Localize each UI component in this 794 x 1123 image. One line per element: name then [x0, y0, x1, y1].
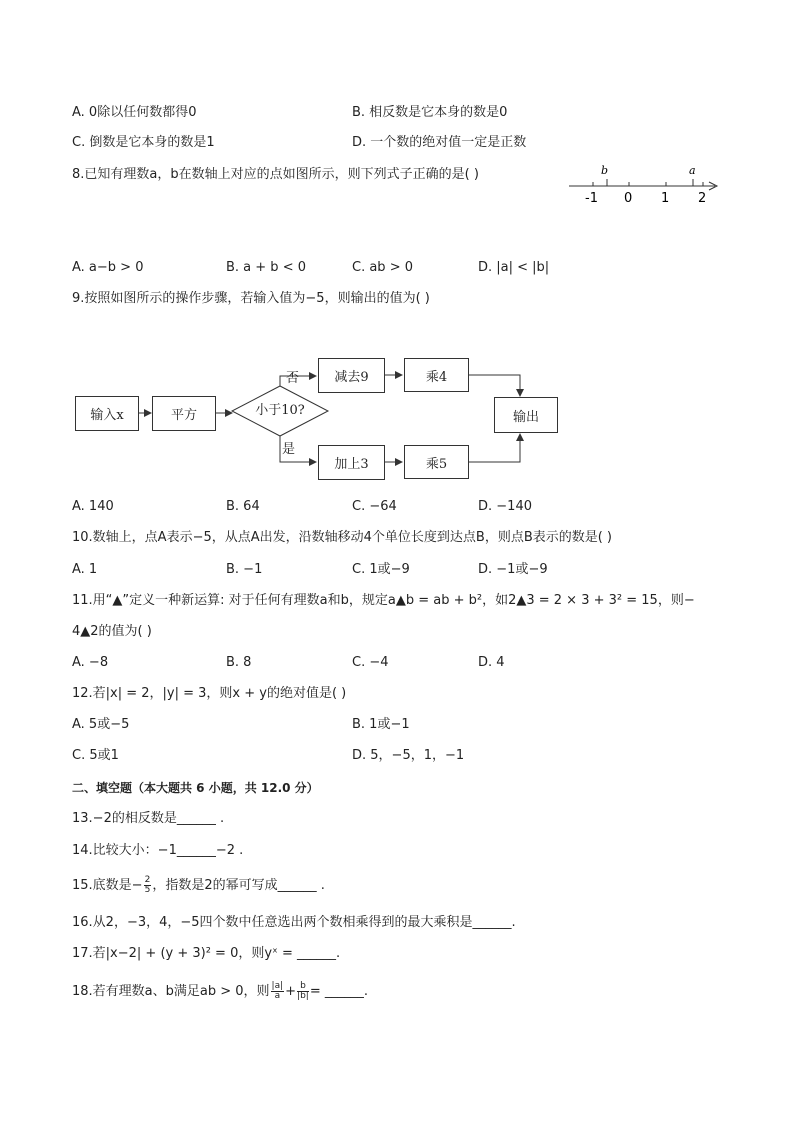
q10-option-c: C. 1或−9 [352, 562, 410, 577]
q9-stem: 9.按照如图所示的操作步骤，若输入值为−5，则输出的值为( ) [72, 291, 430, 306]
q14: 14.比较大小：−1______−2 . [72, 843, 244, 858]
q18-fraction-2 [297, 982, 309, 1001]
q11-option-d: D. 4 [478, 655, 505, 670]
flow-square-box: 平方 [152, 396, 216, 431]
q18-fraction-2-num: b [297, 982, 309, 992]
q9-option-b: B. 64 [226, 499, 260, 514]
flow-decision-label: 小于10? [255, 403, 305, 418]
q11-stem-line2: 4▲2的值为( ) [72, 624, 152, 639]
flow-multiply5-box: 乘5 [404, 445, 469, 479]
q11-stem-line1: 11.用“▲”定义一种新运算: 对于任何有理数a和b，规定a▲b = ab + b²，如2▲3 = 2 × 3 + 3² = 15，则− [72, 593, 695, 608]
q18-fraction-1-num: |a| [271, 981, 284, 991]
q11-option-c: C. −4 [352, 655, 389, 670]
number-line-label-a: a [689, 164, 696, 177]
q15-fraction [144, 876, 152, 895]
flow-output-box: 输出 [494, 397, 558, 433]
flow-no-label: 否 [286, 371, 300, 386]
q15-pre: 15.底数是− [72, 878, 143, 893]
q7-option-c: C. 倒数是它本身的数是1 [72, 135, 215, 150]
q18-plus: + [285, 984, 297, 999]
number-line-tick-1: 1 [661, 191, 670, 206]
q11-option-b: B. 8 [226, 655, 252, 670]
q15 [72, 876, 325, 895]
q9-flowchart-connectors [0, 0, 794, 520]
number-line-tick-2: 2 [698, 191, 707, 206]
q18-fraction-2-den: |b| [297, 991, 309, 1001]
q18-post: = ______. [309, 984, 368, 999]
q17: 17.若|x−2| + (y + 3)² = 0，则yˣ = ______. [72, 946, 341, 961]
flow-input-box: 输入x [75, 396, 139, 431]
q9-option-a: A. 140 [72, 499, 114, 514]
q15-post: ，指数是2的幂可写成______ . [152, 878, 325, 893]
number-line-tick-0: 0 [624, 191, 633, 206]
flow-multiply4-box: 乘4 [404, 358, 469, 392]
q15-fraction-den: 5 [144, 885, 151, 895]
q8-option-a: A. a−b > 0 [72, 260, 144, 275]
section-2-heading: 二、填空题（本大题共 6 小题，共 12.0 分） [72, 781, 319, 795]
q10-option-a: A. 1 [72, 562, 98, 577]
q18-fraction-1 [271, 982, 285, 1001]
q12-stem: 12.若|x| = 2，|y| = 3，则x + y的绝对值是( ) [72, 686, 347, 701]
q12-option-a: A. 5或−5 [72, 717, 130, 732]
q13: 13.−2的相反数是______ . [72, 811, 225, 826]
q18-fraction-1-den: a [274, 991, 281, 1001]
q16: 16.从2，−3，4，−5四个数中任意选出两个数相乘得到的最大乘积是______. [72, 915, 516, 930]
number-line-label-b: b [601, 164, 609, 177]
flow-subtract9-box: 减去9 [318, 358, 385, 393]
q12-option-d: D. 5，−5，1，−1 [352, 748, 465, 763]
q8-option-d: D. |a| < |b| [478, 260, 550, 275]
q15-fraction-num: 2 [144, 875, 151, 885]
q8-option-b: B. a + b < 0 [226, 260, 306, 275]
q10-option-d: D. −1或−9 [478, 562, 548, 577]
q11-option-a: A. −8 [72, 655, 109, 670]
q7-option-b: B. 相反数是它本身的数是0 [352, 105, 508, 120]
flow-yes-label: 是 [282, 442, 296, 457]
q8-option-c: C. ab > 0 [352, 260, 413, 275]
q10-option-b: B. −1 [226, 562, 263, 577]
q18 [72, 982, 368, 1001]
number-line-tick-neg1: -1 [585, 191, 598, 206]
q7-option-a: A. 0除以任何数都得0 [72, 105, 197, 120]
q10-stem: 10.数轴上，点A表示−5，从点A出发，沿数轴移动4个单位长度到达点B，则点B表示的数是( ) [72, 530, 613, 545]
q9-option-c: C. −64 [352, 499, 397, 514]
q18-pre: 18.若有理数a、b满足ab > 0，则 [72, 984, 270, 999]
q8-stem: 8.已知有理数a，b在数轴上对应的点如图所示，则下列式子正确的是( ) [72, 167, 479, 182]
flow-add3-box: 加上3 [318, 445, 385, 480]
q7-option-d: D. 一个数的绝对值一定是正数 [352, 135, 527, 150]
q9-option-d: D. −140 [478, 499, 532, 514]
q12-option-b: B. 1或−1 [352, 717, 410, 732]
q12-option-c: C. 5或1 [72, 748, 119, 763]
